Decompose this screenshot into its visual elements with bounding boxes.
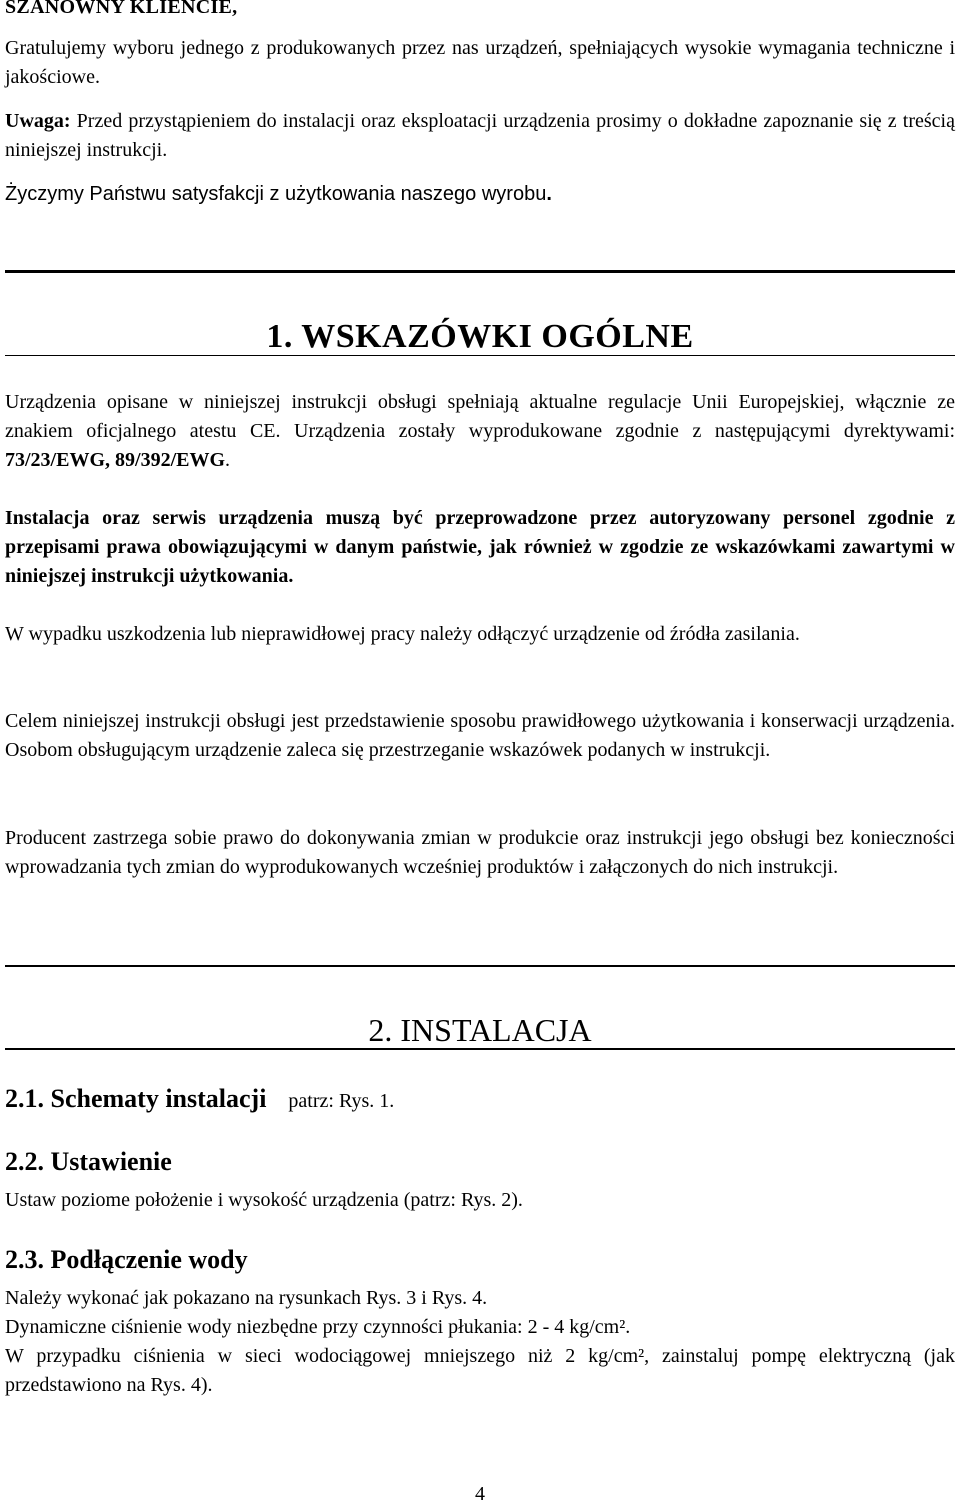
subsection-2-3-title: 2.3. Podłączenie wody — [5, 1245, 248, 1274]
wish-text: Życzymy Państwu satysfakcji z użytkowania naszego wyrobu — [5, 183, 547, 205]
section1-title: 1. WSKAZÓWKI OGÓLNE — [266, 318, 694, 355]
subsection-2-1-title: 2.1. Schematy instalacji — [5, 1084, 267, 1113]
divider-middle — [5, 965, 955, 967]
section2-title: 2. INSTALACJA — [368, 1012, 592, 1048]
section1-paragraph-3: W wypadku uszkodzenia lub nieprawidłowej pracy należy odłączyć urządzenie od źródła zasilania. — [5, 623, 800, 645]
warning-label: Uwaga: — [5, 110, 71, 132]
subsection-2-2-text: Ustaw poziome położenie i wysokość urządzenia (patrz: Rys. 2). — [5, 1189, 523, 1211]
subsection-2-3-line-3: W przypadku ciśnienia w sieci wodociągowej mniejszego niż 2 kg/cm², zainstaluj pompę elektryczną (jak przedstawiono na Rys. 4). — [5, 1345, 955, 1396]
wish-paragraph — [5, 180, 955, 209]
congrats-paragraph: Gratulujemy wyboru jednego z produkowanych przez nas urządzeń, spełniających wysokie wymagania techniczne i jakościowe. — [5, 37, 955, 88]
section1-paragraph-5: Producent zastrzega sobie prawo do dokonywania zmian w produkcie oraz instrukcji jego obsługi bez konieczności wprowadzania tych zmian do wyprodukowanych wcześniej produktów i załączonych do nich instrukcji. — [5, 827, 955, 878]
warning-text: Przed przystąpieniem do instalacji oraz eksploatacji urządzenia prosimy o dokładne zapoznanie się z treścią niniejszej instrukcji. — [5, 110, 955, 161]
p1-text: Urządzenia opisane w niniejszej instrukcji obsługi spełniają aktualne regulacje Unii Europejskiej, włącznie ze znakiem oficjalnego atestu CE. Urządzenia zostały wyprodukowane zgodnie z następującymi dyrektywami: — [5, 391, 955, 442]
section1-paragraph-4: Celem niniejszej instrukcji obsługi jest przedstawienie sposobu prawidłowego użytkowania i konserwacji urządzenia. Osobom obsługującym urządzenie zaleca się przestrzeganie wskazówek podanych w instrukcji. — [5, 710, 955, 761]
section1-paragraph-2: Instalacja oraz serwis urządzenia muszą być przeprowadzone przez autoryzowany personel zgodnie z przepisami prawa obowiązującymi w danym państwie, jak również w zgodzie ze wskazówkami zawartymi w niniejszej instrukcji użytkowania. — [5, 507, 955, 587]
subsection-2-2-title: 2.2. Ustawienie — [5, 1147, 172, 1176]
subsection-2-3-line-2: Dynamiczne ciśnienie wody niezbędne przy czynności płukania: 2 - 4 kg/cm². — [5, 1316, 631, 1338]
page-number: 4 — [475, 1483, 485, 1505]
warning-paragraph — [5, 107, 955, 165]
divider-top — [5, 270, 955, 273]
subsection-2-1-note: patrz: Rys. 1. — [288, 1090, 395, 1112]
section1-underline — [5, 355, 955, 356]
p1-directives: 73/23/EWG, 89/392/EWG — [5, 449, 226, 471]
subsection-2-3-line-1: Należy wykonać jak pokazano na rysunkach Rys. 3 i Rys. 4. — [5, 1287, 488, 1309]
wish-dot: . — [546, 183, 552, 205]
section1-paragraph-1 — [5, 388, 955, 475]
p1-end: . — [225, 449, 231, 471]
section2-underline — [5, 1048, 955, 1050]
subsection-2-1-heading — [5, 1083, 394, 1117]
greeting-title: SZANOWNY KLIENCIE, — [5, 0, 238, 18]
